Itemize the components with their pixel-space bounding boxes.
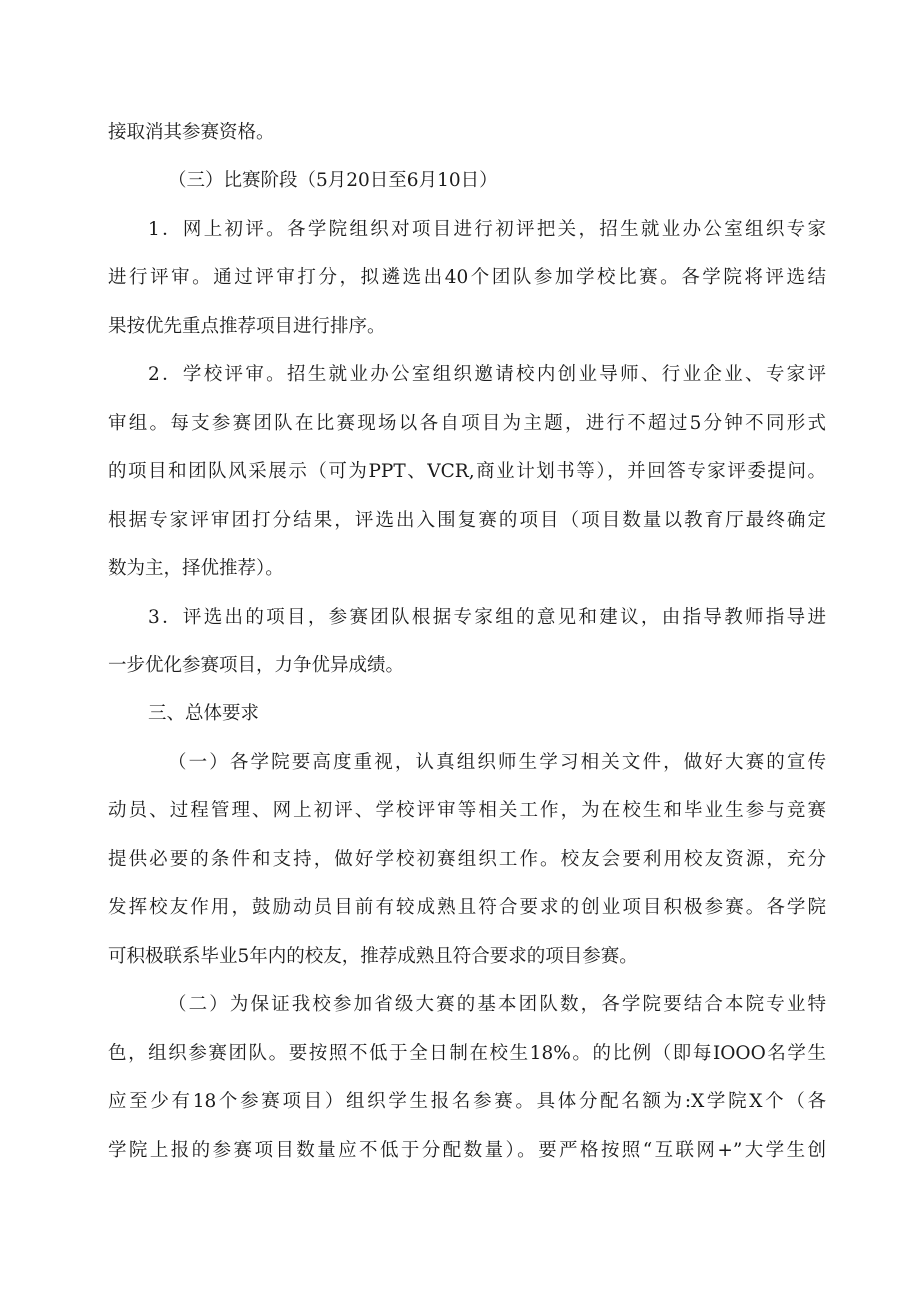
- text-line: 学院上报的参赛项目数量应不低于分配数量）。要严格按照“互联网+”大学生创: [108, 1140, 826, 1161]
- text-line: （三）比赛阶段（5月20日至6月10日）: [168, 170, 498, 191]
- text-line: 数为主，择优推荐）。: [108, 558, 284, 579]
- text-line: 审组。每支参赛团队在比赛现场以各自项目为主题，进行不超过5分钟不同形式: [108, 413, 826, 434]
- text-line: 色，组织参赛团队。要按照不低于全日制在校生18%。的比例（即每IOOO名学生: [108, 1043, 826, 1064]
- text-line: 接取消其参赛资格。: [108, 122, 275, 143]
- text-line: 一步优化参赛项目，力争优异成绩。: [108, 655, 405, 676]
- text-line: 可积极联系毕业5年内的校友，推荐成熟且符合要求的项目参赛。: [108, 946, 638, 967]
- text-line: 1．网上初评。各学院组织对项目进行初评把关，招生就业办公室组织专家: [148, 219, 826, 240]
- text-line: 发挥校友作用，鼓励动员目前有较成熟且符合要求的创业项目积极参赛。各学院: [108, 897, 826, 918]
- text-line: 提供必要的条件和支持，做好学校初赛组织工作。校友会要利用校友资源，充分: [108, 849, 826, 870]
- text-line: （一）各学院要高度重视，认真组织师生学习相关文件，做好大赛的宣传: [168, 752, 826, 773]
- text-line: 进行评审。通过评审打分，拟遴选出40个团队参加学校比赛。各学院将评选结: [108, 267, 826, 288]
- text-line: （二）为保证我校参加省级大赛的基本团队数，各学院要结合本院专业特: [168, 994, 826, 1015]
- text-line: 的项目和团队风采展示（可为PPT、VCR,商业计划书等），并回答专家评委提问。: [108, 461, 826, 482]
- text-line: 三、总体要求: [148, 703, 260, 724]
- text-line: 动员、过程管理、网上初评、学校评审等相关工作，为在校生和毕业生参与竞赛: [108, 800, 826, 821]
- text-line: 果按优先重点推荐项目进行排序。: [108, 316, 386, 337]
- text-line: 应至少有18个参赛项目）组织学生报名参赛。具体分配名额为:X学院X个（各: [108, 1091, 826, 1112]
- text-line: 3．评选出的项目，参赛团队根据专家组的意见和建议，由指导教师指导进: [148, 607, 826, 628]
- text-line: 根据专家评审团打分结果，评选出入围复赛的项目（项目数量以教育厅最终确定: [108, 510, 826, 531]
- text-line: 2．学校评审。招生就业办公室组织邀请校内创业导师、行业企业、专家评: [148, 364, 826, 385]
